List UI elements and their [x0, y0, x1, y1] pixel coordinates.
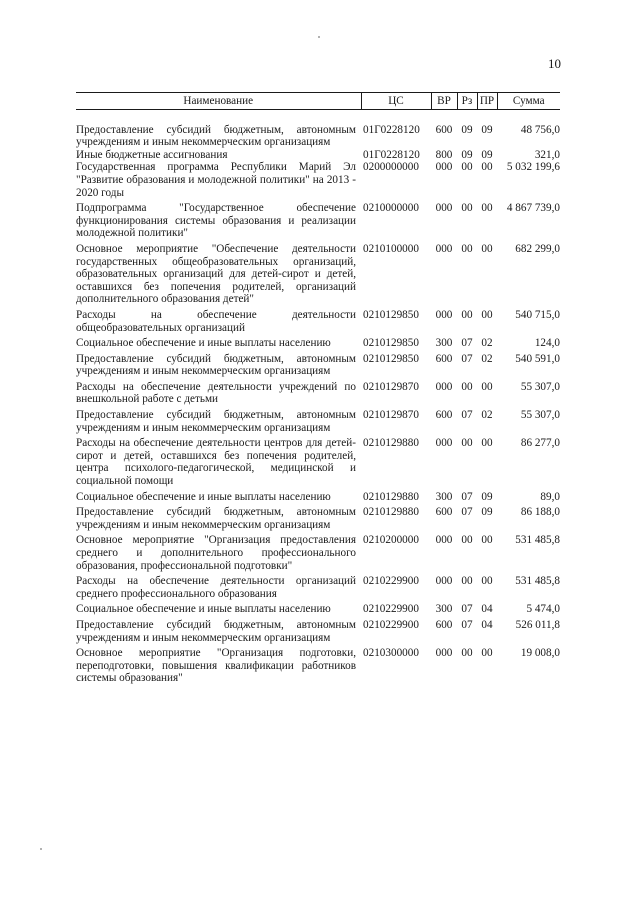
row-cs: 0210129850 [363, 352, 419, 365]
table-header-row [76, 93, 560, 110]
table-row [76, 161, 560, 199]
row-sum: 5 474,0 [526, 603, 560, 616]
row-name: Расходы на обеспечение деятельности организаций среднего профессионального образования [76, 575, 356, 600]
row-sum: 531 485,8 [515, 575, 560, 588]
row-name: Предоставление субсидий бюджетным, автономным учреждениям и иным некоммерческим организациям [76, 352, 356, 378]
header-cs: ЦС [361, 93, 431, 110]
table-row [76, 109, 560, 149]
row-rz: 07 [461, 490, 473, 503]
row-vr: 000 [435, 242, 453, 255]
row-sum: 526 011,8 [515, 618, 560, 631]
row-vr: 000 [435, 437, 453, 450]
row-cs: 0210229900 [363, 575, 419, 588]
row-rz: 07 [461, 337, 473, 350]
row-cs: 0210300000 [363, 647, 419, 660]
header-sum: Сумма [497, 93, 560, 110]
row-vr: 300 [435, 603, 453, 616]
row-cs: 01Г0228120 [363, 148, 420, 161]
row-cs: 0210100000 [363, 242, 419, 255]
row-sum: 540 591,0 [515, 352, 560, 365]
row-pr: 00 [481, 308, 493, 321]
table-row [76, 503, 560, 531]
row-rz: 07 [461, 506, 473, 519]
row-vr: 000 [435, 161, 453, 174]
row-rz: 07 [461, 603, 473, 616]
row-name: Расходы на обеспечение деятельности общеобразовательных организаций [76, 308, 356, 334]
row-cs: 0210000000 [363, 202, 419, 215]
row-cs: 0210129870 [363, 380, 419, 393]
row-vr: 300 [435, 490, 453, 503]
row-name: Основное мероприятие "Организация подготовки, переподготовки, повышения квалификации работников системы образования" [76, 647, 356, 685]
row-pr: 00 [481, 437, 493, 450]
row-cs: 0210229900 [363, 603, 419, 616]
row-rz: 09 [461, 123, 473, 136]
row-name: Расходы на обеспечение деятельности учреждений по внешкольной работе с детьми [76, 380, 356, 406]
row-pr: 00 [481, 534, 493, 547]
row-name: Основное мероприятие "Обеспечение деятельности государственных общеобразовательных организаций, образовательных организаций для детей-сирот и детей, оставшихся без попечения родителей, организаций дополнительного образования детей" [76, 242, 356, 306]
row-name: Расходы на обеспечение деятельности центров для детей-сирот и детей, оставшихся без попечения родителей, центра психолого-педагогической, медицинской и социальной помощи [76, 437, 356, 488]
table-row [76, 378, 560, 406]
row-vr: 300 [435, 337, 453, 350]
row-rz: 00 [461, 575, 473, 588]
row-name: Предоставление субсидий бюджетным, автономным учреждениям и иным некоммерческим организациям [76, 618, 356, 644]
header-rz: Рз [457, 93, 477, 110]
row-pr: 09 [481, 490, 493, 503]
row-cs: 0200000000 [363, 161, 419, 174]
page-number: 10 [548, 56, 561, 71]
row-vr: 000 [435, 202, 453, 215]
row-pr: 09 [481, 506, 493, 519]
row-cs: 0210129880 [363, 490, 419, 503]
row-pr: 02 [481, 409, 493, 422]
row-cs: 0210129880 [363, 437, 419, 450]
row-sum: 682 299,0 [515, 242, 560, 255]
header-pr: ПР [477, 93, 497, 110]
table-row [76, 572, 560, 600]
row-pr: 04 [481, 618, 493, 631]
table-row [76, 434, 560, 487]
row-cs: 0210129850 [363, 337, 419, 350]
row-rz: 00 [461, 647, 473, 660]
row-pr: 00 [481, 380, 493, 393]
row-pr: 00 [481, 161, 493, 174]
row-cs: 0210129850 [363, 308, 419, 321]
row-sum: 89,0 [540, 490, 560, 503]
row-rz: 00 [461, 534, 473, 547]
row-rz: 09 [461, 148, 473, 161]
row-name: Предоставление субсидий бюджетным, автономным учреждениям и иным некоммерческим организациям [76, 123, 356, 149]
row-pr: 00 [481, 202, 493, 215]
row-pr: 04 [481, 603, 493, 616]
row-rz: 00 [461, 202, 473, 215]
row-pr: 02 [481, 352, 493, 365]
row-sum: 124,0 [534, 337, 560, 350]
row-sum: 55 307,0 [520, 409, 560, 422]
row-sum: 48 756,0 [520, 123, 560, 136]
row-name: Государственная программа Республики Марий Эл "Развитие образования и молодежной политики" на 2013 - 2020 годы [76, 161, 356, 199]
row-sum: 531 485,8 [515, 534, 560, 547]
row-vr: 600 [435, 618, 453, 631]
row-vr: 000 [435, 380, 453, 393]
row-vr: 800 [435, 148, 453, 161]
table-row [76, 350, 560, 378]
row-name: Иные бюджетные ассигнования [76, 148, 228, 161]
table-row [76, 600, 560, 616]
row-name: Социальное обеспечение и иные выплаты населению [76, 490, 331, 503]
row-sum: 19 008,0 [520, 647, 560, 660]
row-rz: 00 [461, 242, 473, 255]
row-vr: 000 [435, 534, 453, 547]
table-row [76, 149, 560, 162]
row-rz: 07 [461, 409, 473, 422]
row-rz: 00 [461, 437, 473, 450]
budget-table [76, 92, 560, 685]
row-rz: 00 [461, 161, 473, 174]
row-vr: 600 [435, 123, 453, 136]
row-cs: 01Г0228120 [363, 123, 420, 136]
row-pr: 00 [481, 647, 493, 660]
row-name: Предоставление субсидий бюджетным, автономным учреждениям и иным некоммерческим организациям [76, 409, 356, 434]
row-sum: 86 277,0 [520, 437, 560, 450]
table-row [76, 488, 560, 504]
row-pr: 00 [481, 242, 493, 255]
row-vr: 000 [435, 308, 453, 321]
row-pr: 09 [481, 148, 493, 161]
row-cs: 0210229900 [363, 618, 419, 631]
row-sum: 321,0 [534, 148, 560, 161]
row-rz: 07 [461, 352, 473, 365]
row-sum: 55 307,0 [520, 380, 560, 393]
row-pr: 09 [481, 123, 493, 136]
table-row [76, 406, 560, 434]
row-name: Подпрограмма "Государственное обеспечение функционирования системы образования и реализации молодежной политики" [76, 202, 356, 240]
header-vr: ВР [431, 93, 457, 110]
row-cs: 0210200000 [363, 534, 419, 547]
row-vr: 600 [435, 409, 453, 422]
row-vr: 600 [435, 352, 453, 365]
header-name: Наименование [76, 93, 361, 110]
row-name: Социальное обеспечение и иные выплаты населению [76, 603, 331, 616]
row-pr: 02 [481, 337, 493, 350]
table-row [76, 199, 560, 240]
row-vr: 600 [435, 506, 453, 519]
table-row [76, 644, 560, 685]
scan-speck [40, 848, 42, 850]
row-rz: 00 [461, 380, 473, 393]
row-name: Основное мероприятие "Организация предоставления среднего и дополнительного профессионального образования, профессиональной подготовки" [76, 534, 356, 572]
row-rz: 07 [461, 618, 473, 631]
row-cs: 0210129870 [363, 409, 419, 422]
scan-speck [318, 36, 320, 38]
row-sum: 86 188,0 [520, 506, 560, 519]
row-rz: 00 [461, 308, 473, 321]
table-row [76, 306, 560, 334]
table-row [76, 616, 560, 644]
row-name: Предоставление субсидий бюджетным, автономным учреждениям и иным некоммерческим организациям [76, 506, 356, 531]
row-sum: 5 032 199,6 [506, 161, 560, 174]
table-row [76, 240, 560, 306]
row-sum: 540 715,0 [515, 308, 560, 321]
row-sum: 4 867 739,0 [506, 202, 560, 215]
table-row [76, 334, 560, 350]
row-name: Социальное обеспечение и иные выплаты населению [76, 337, 331, 350]
row-cs: 0210129880 [363, 506, 419, 519]
row-pr: 00 [481, 575, 493, 588]
row-vr: 000 [435, 647, 453, 660]
row-vr: 000 [435, 575, 453, 588]
table-row [76, 531, 560, 572]
